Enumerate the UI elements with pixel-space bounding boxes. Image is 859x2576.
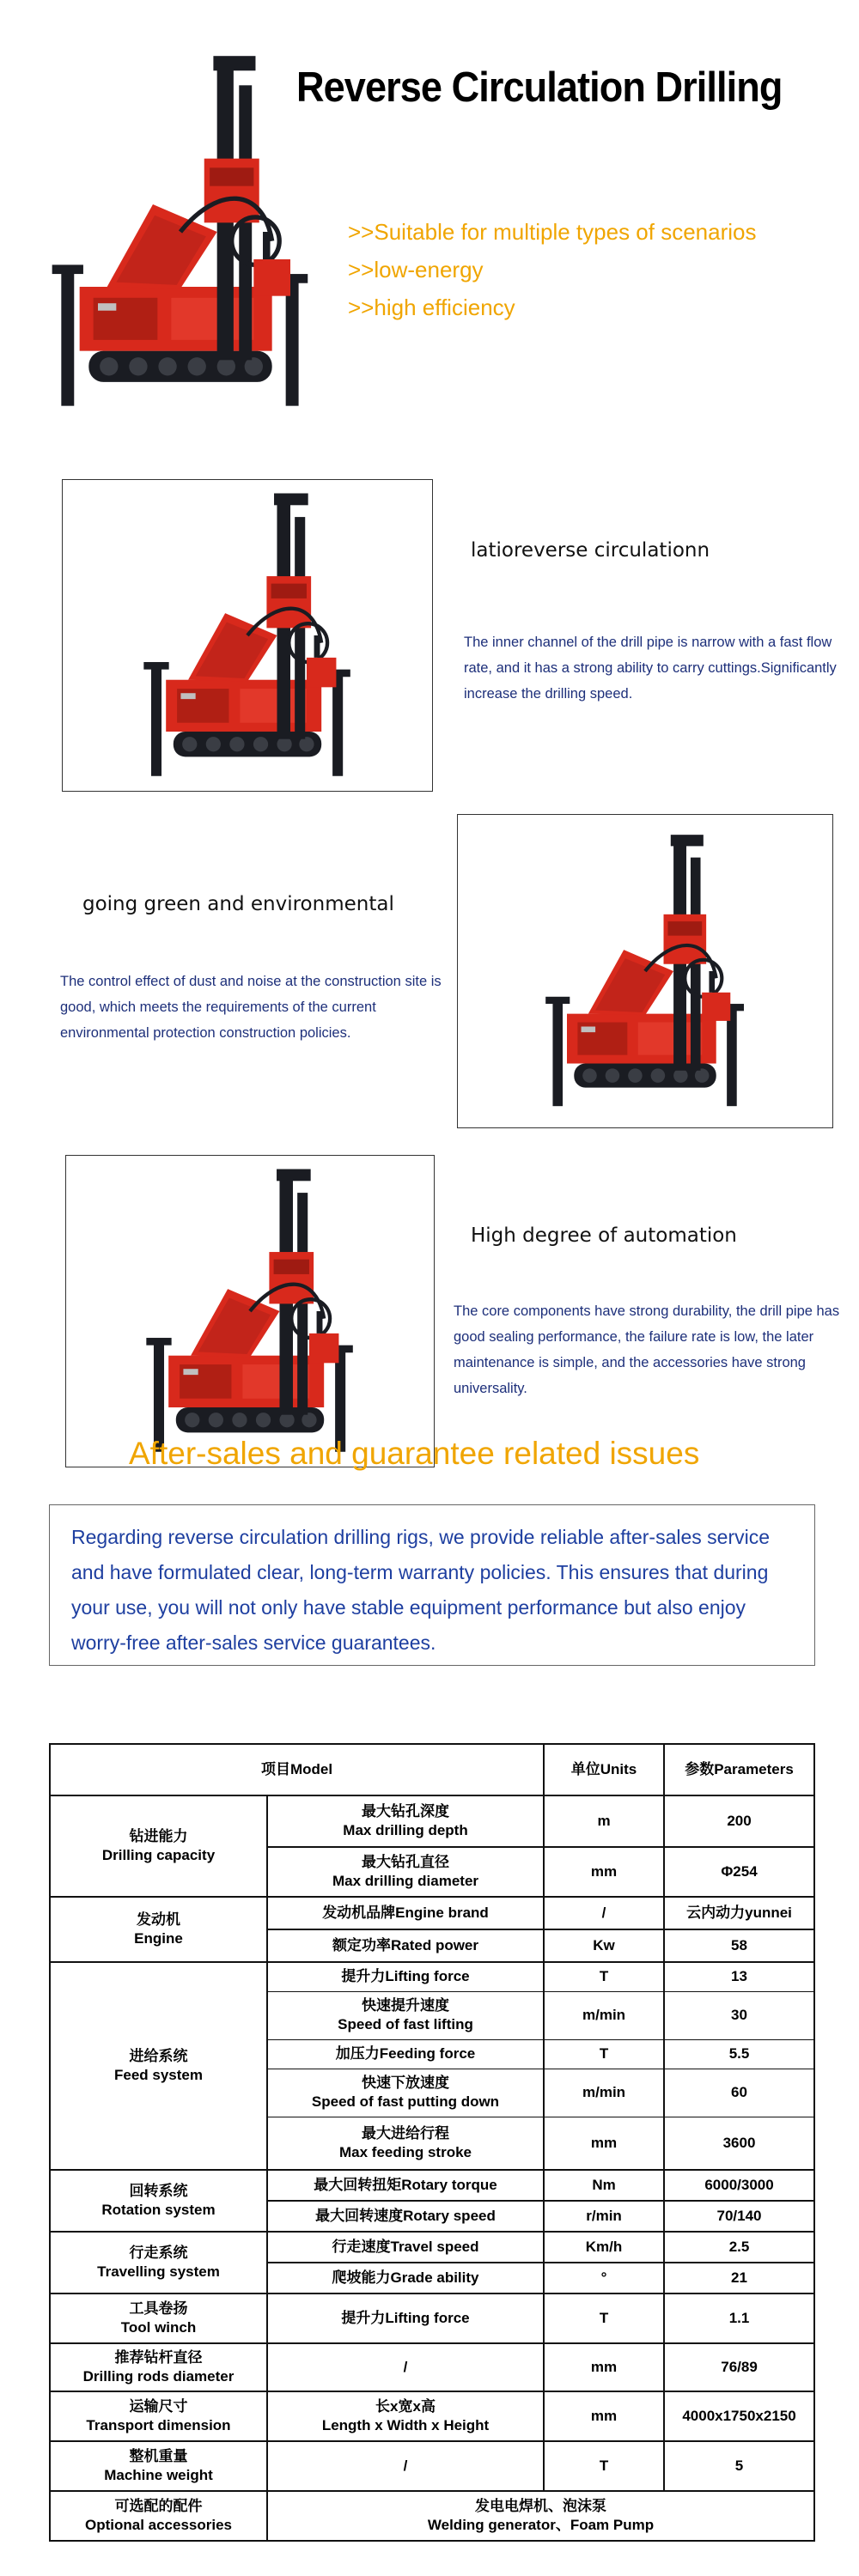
header-params: 参数Parameters xyxy=(664,1744,814,1795)
table-header-row xyxy=(50,1744,814,1795)
feature-bullet-list xyxy=(348,213,756,326)
item-max-feeding-stroke: 最大进给行程 Max feeding stroke xyxy=(267,2117,544,2170)
unit-cell: r/min xyxy=(544,2201,664,2232)
optional-accessories-value: 发电电焊机、泡沫泵 Welding generator、Foam Pump xyxy=(267,2491,814,2541)
group-feed-system: 进给系统 Feed system xyxy=(50,1962,267,2170)
feature-1-title: latioreverse circulationn xyxy=(471,539,710,562)
group-machine-weight: 整机重量 Machine weight xyxy=(50,2441,267,2491)
feature-2-title: going green and environmental xyxy=(82,893,394,915)
table-row xyxy=(50,2441,814,2491)
value-cell: 6000/3000 xyxy=(664,2170,814,2201)
group-rotation-system: 回转系统 Rotation system xyxy=(50,2170,267,2232)
item-winch-lifting-force: 提升力Lifting force xyxy=(267,2293,544,2343)
spec-table xyxy=(49,1743,815,2542)
unit-cell: mm xyxy=(544,2343,664,2391)
feature-3-description: The core components have strong durability, the drill pipe has good sealing performance, the failure rate is low, the later maintenance is simple, and the accessories have strong universality. xyxy=(454,1303,840,1396)
unit-cell: m/min xyxy=(544,2069,664,2117)
item-speed-fast-putting-down: 快速下放速度 Speed of fast putting down xyxy=(267,2069,544,2117)
feature-1-description: The inner channel of the drill pipe is narrow with a fast flow rate, and it has a strong ability to carry cuttings.Significantly increase the drilling speed. xyxy=(464,635,837,702)
value-cell: 5.5 xyxy=(664,2039,814,2069)
group-tool-winch: 工具卷扬 Tool winch xyxy=(50,2293,267,2343)
unit-cell: mm xyxy=(544,1847,664,1897)
value-cell: 1.1 xyxy=(664,2293,814,2343)
unit-cell: T xyxy=(544,2039,664,2069)
unit-cell: m xyxy=(544,1795,664,1847)
group-drilling-capacity: 钻进能力 Drilling capacity xyxy=(50,1795,267,1897)
feature-1-photo xyxy=(62,479,433,792)
unit-cell: T xyxy=(544,2441,664,2491)
item-grade-ability: 爬坡能力Grade ability xyxy=(267,2263,544,2293)
header-units: 单位Units xyxy=(544,1744,664,1795)
value-cell: 13 xyxy=(664,1962,814,1991)
item-travel-speed: 行走速度Travel speed xyxy=(267,2232,544,2263)
value-cell: 70/140 xyxy=(664,2201,814,2232)
bullet-low-energy: >>low-energy xyxy=(348,257,484,283)
bullet-high-efficiency: >>high efficiency xyxy=(348,295,515,320)
feature-3-title: High degree of automation xyxy=(471,1224,737,1247)
value-cell: 2.5 xyxy=(664,2232,814,2263)
value-cell: 58 xyxy=(664,1929,814,1962)
value-cell: Φ254 xyxy=(664,1847,814,1897)
group-drilling-rods-diameter: 推荐钻杆直径 Drilling rods diameter xyxy=(50,2343,267,2391)
item-rotary-torque: 最大回转扭矩Rotary torque xyxy=(267,2170,544,2201)
page-title: Reverse Circulation Drilling xyxy=(296,64,783,111)
table-row xyxy=(50,2391,814,2441)
unit-cell: T xyxy=(544,2293,664,2343)
item-lifting-force: 提升力Lifting force xyxy=(267,1962,544,1991)
table-row xyxy=(50,2170,814,2201)
table-row xyxy=(50,2491,814,2541)
group-engine: 发动机 Engine xyxy=(50,1897,267,1962)
item-feeding-force: 加压力Feeding force xyxy=(267,2039,544,2069)
feature-2-description: The control effect of dust and noise at the construction site is good, which meets the requirements of the current environmental protection construction policies. xyxy=(60,974,442,1041)
item-engine-brand: 发动机品牌Engine brand xyxy=(267,1897,544,1929)
table-row xyxy=(50,1897,814,1929)
table-row xyxy=(50,2293,814,2343)
unit-cell: Kw xyxy=(544,1929,664,1962)
unit-cell: Nm xyxy=(544,2170,664,2201)
table-row xyxy=(50,2343,814,2391)
unit-cell: ° xyxy=(544,2263,664,2293)
item-rotary-speed: 最大回转速度Rotary speed xyxy=(267,2201,544,2232)
value-cell: 30 xyxy=(664,1991,814,2039)
unit-cell: m/min xyxy=(544,1991,664,2039)
item-speed-fast-lifting: 快速提升速度 Speed of fast lifting xyxy=(267,1991,544,2039)
value-cell: 5 xyxy=(664,2441,814,2491)
header-model: 项目Model xyxy=(50,1744,544,1795)
unit-cell: T xyxy=(544,1962,664,1991)
value-cell: 3600 xyxy=(664,2117,814,2170)
item-rods: / xyxy=(267,2343,544,2391)
table-row xyxy=(50,1795,814,1847)
item-rated-power: 额定功率Rated power xyxy=(267,1929,544,1962)
hero-rig-image xyxy=(43,9,318,455)
bullet-scenarios: >>Suitable for multiple types of scenarios xyxy=(348,219,757,245)
value-cell: 200 xyxy=(664,1795,814,1847)
table-row xyxy=(50,1962,814,1991)
item-max-drilling-diameter: 最大钻孔直径 Max drilling diameter xyxy=(267,1847,544,1897)
feature-2-photo xyxy=(457,814,833,1128)
value-cell: 4000x1750x2150 xyxy=(664,2391,814,2441)
unit-cell: mm xyxy=(544,2391,664,2441)
value-cell: 云内动力yunnei xyxy=(664,1897,814,1929)
feature-3-photo xyxy=(65,1155,435,1467)
table-row xyxy=(50,2232,814,2263)
group-travelling-system: 行走系统 Travelling system xyxy=(50,2232,267,2293)
unit-cell: / xyxy=(544,1897,664,1929)
unit-cell: Km/h xyxy=(544,2232,664,2263)
item-dimensions: 长x宽x高 Length x Width x Height xyxy=(267,2391,544,2441)
group-optional-accessories: 可选配的配件 Optional accessories xyxy=(50,2491,267,2541)
unit-cell: mm xyxy=(544,2117,664,2170)
item-weight: / xyxy=(267,2441,544,2491)
item-max-drilling-depth: 最大钻孔深度 Max drilling depth xyxy=(267,1795,544,1847)
group-transport-dimension: 运输尺寸 Transport dimension xyxy=(50,2391,267,2441)
value-cell: 76/89 xyxy=(664,2343,814,2391)
value-cell: 60 xyxy=(664,2069,814,2117)
after-sales-title: After-sales and guarantee related issues xyxy=(129,1436,700,1471)
value-cell: 21 xyxy=(664,2263,814,2293)
after-sales-text: Regarding reverse circulation drilling rigs, we provide reliable after-sales service and have formulated clear, long-term warranty policies. This ensures that during your use, you will not only have stable equipment performance but also enjoy worry-free after-sales service guarantees. xyxy=(71,1526,771,1654)
